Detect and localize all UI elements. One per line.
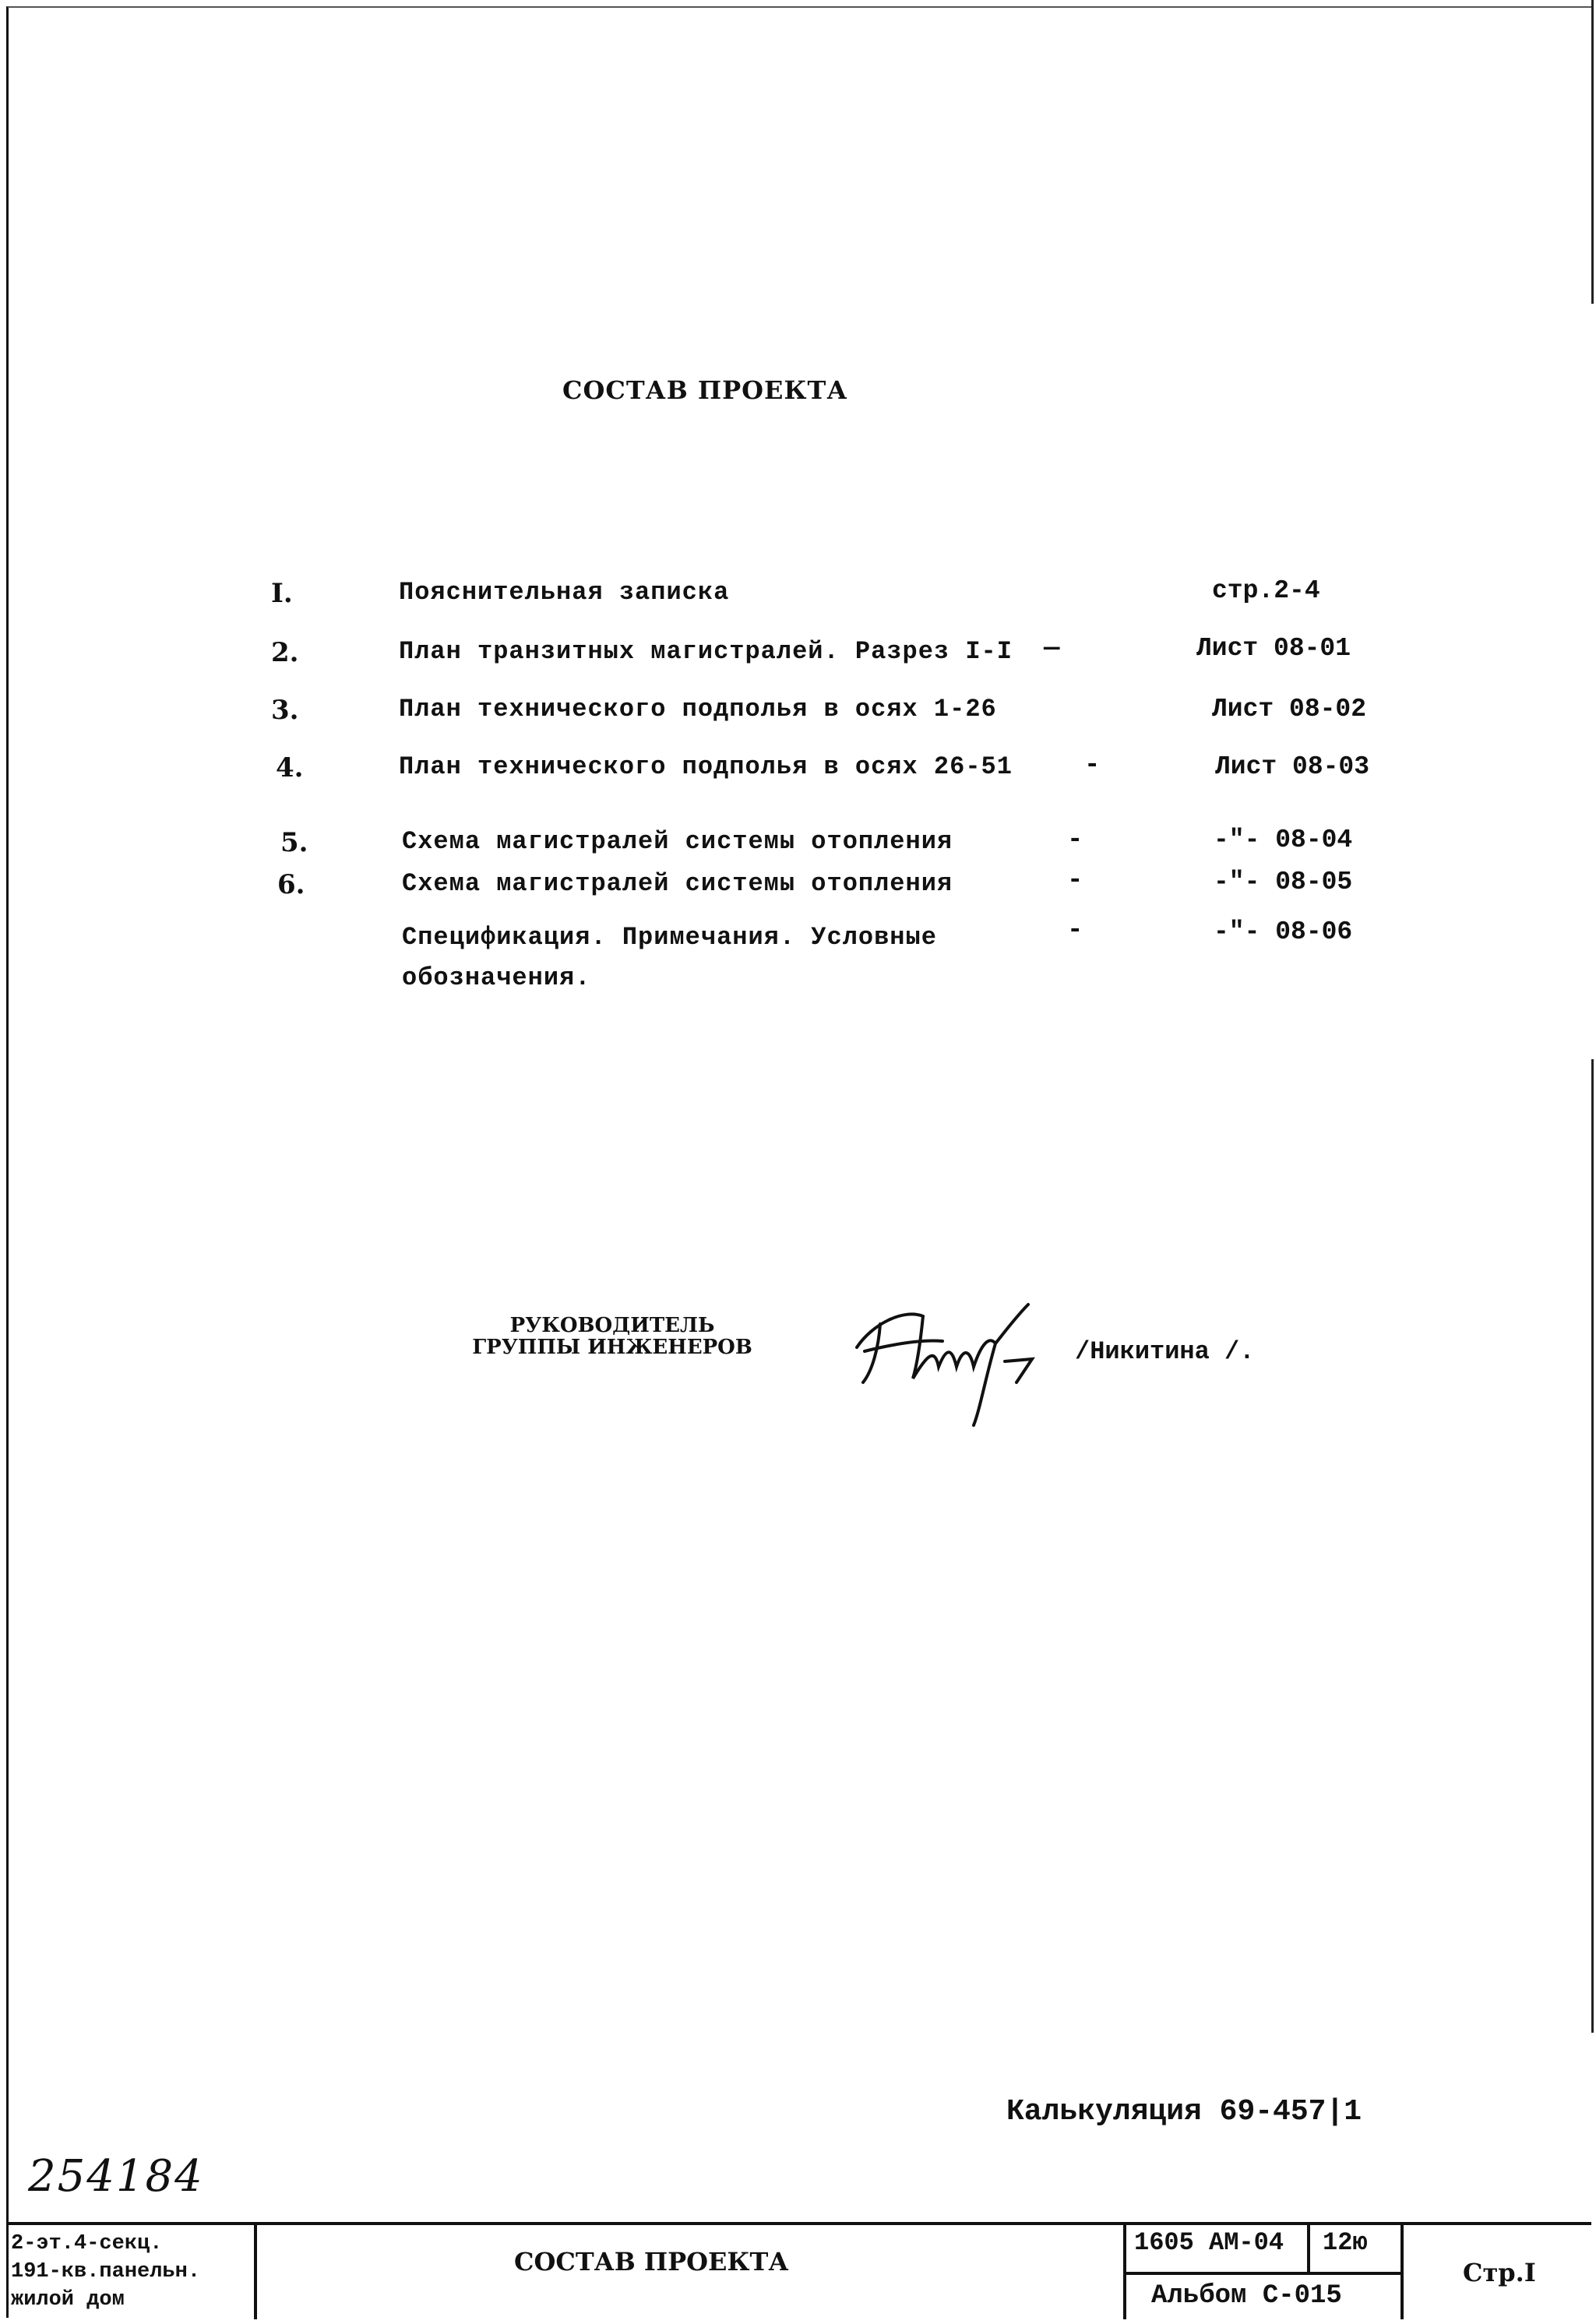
item-reference: -"- 08-04 [1214, 826, 1353, 854]
page-title: СОСТАВ ПРОЕКТА [562, 375, 848, 405]
item-dash: - [1067, 826, 1083, 855]
title-block-name-cell [257, 2225, 1126, 2319]
item-number: I. [271, 578, 293, 609]
divider [1307, 2225, 1310, 2272]
building-description [11, 2230, 200, 2314]
item-text: Схема магистралей системы отопления [402, 827, 953, 856]
description-line: жилой дом [11, 2288, 125, 2312]
item-dash: - [1067, 916, 1083, 945]
item-dash: — [1044, 634, 1060, 664]
item-reference: Лист 08-02 [1212, 695, 1367, 724]
description-line: 2-эт.4-секц. [11, 2232, 163, 2255]
item-text: Спецификация. Примечания. Условные обозначения. [402, 923, 937, 992]
project-code-suffix: 12ю [1323, 2228, 1368, 2257]
item-reference: -"- 08-06 [1214, 917, 1353, 946]
item-dash: - [1084, 751, 1101, 780]
title-block-description-cell [6, 2225, 257, 2319]
item-number: 4. [276, 752, 304, 783]
sheet-name: СОСТАВ ПРОЕКТА [514, 2247, 789, 2276]
drawing-sheet [6, 6, 1591, 2318]
title-block [6, 2222, 1591, 2322]
item-reference: -"- 08-05 [1214, 868, 1353, 896]
item-reference: Лист 08-01 [1196, 634, 1351, 663]
item-number: 2. [271, 637, 299, 668]
item-dash: - [1067, 866, 1083, 896]
item-text: Пояснительная записка [399, 578, 730, 607]
item-text: Схема магистралей системы отопления [402, 869, 953, 898]
item-reference: Лист 08-03 [1215, 752, 1370, 781]
item-text: План технического подполья в осях 26-51 [399, 752, 1013, 781]
signature-image [849, 1293, 1075, 1433]
sheet-edge [1591, 0, 1594, 304]
item-number: 6. [277, 869, 305, 900]
item-number: 3. [271, 695, 299, 726]
calculation-number: Калькуляция 69-457|1 [1006, 2095, 1362, 2129]
item-reference: стр.2-4 [1212, 576, 1320, 605]
leader-name: /Никитина /. [1075, 1337, 1255, 1366]
inventory-number: 254184 [28, 2151, 204, 2202]
sheet-edge [1591, 1059, 1594, 2033]
item-number: 5. [280, 827, 308, 858]
description-line: 191-кв.панельн. [11, 2260, 201, 2284]
leader-title: РУКОВОДИТЕЛЬ ГРУППЫ ИНЖЕНЕРОВ [472, 1314, 752, 1359]
project-code: 1605 АМ-04 [1134, 2228, 1284, 2257]
divider [1126, 2272, 1404, 2275]
item-text: План технического подполья в осях 1-26 [399, 695, 997, 724]
item-text: План транзитных магистралей. Разрез I-I [399, 637, 1013, 666]
album-number: Альбом С-015 [1151, 2281, 1342, 2311]
page-number: Стр.I [1463, 2258, 1536, 2287]
